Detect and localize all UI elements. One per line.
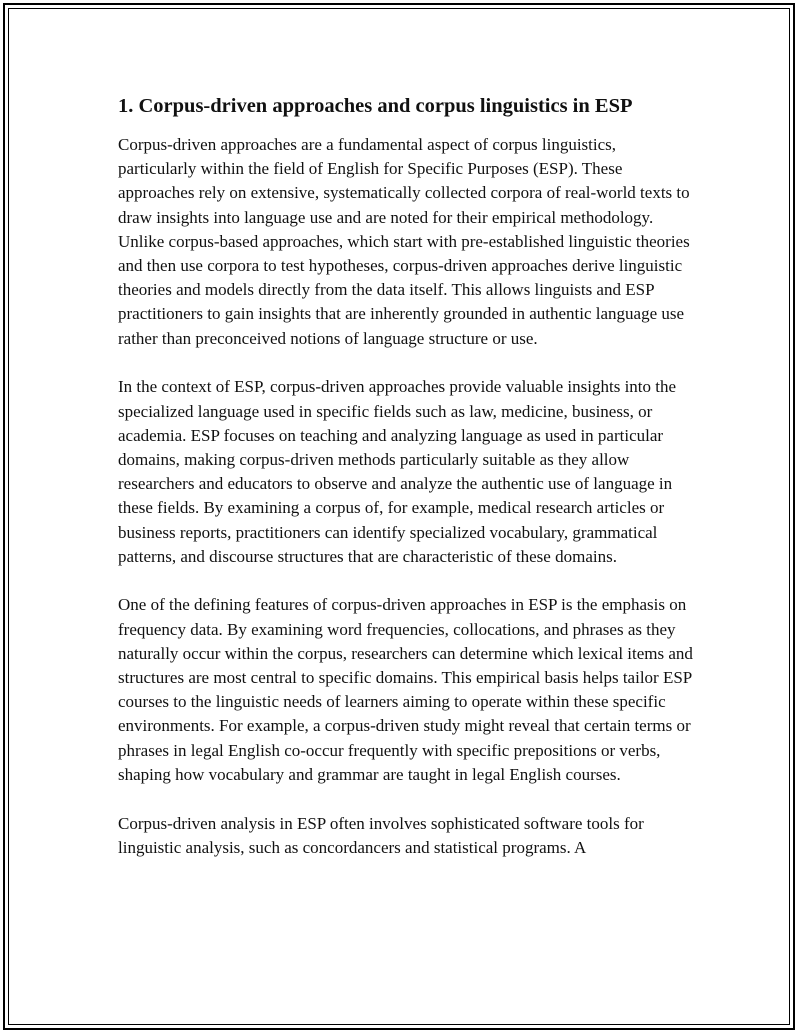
section-heading: 1. Corpus-driven approaches and corpus linguistics in ESP: [118, 95, 633, 117]
paragraph-4: Corpus-driven analysis in ESP often involves sophisticated software tools for linguistic analysis, such as concordancers and statistical programs. A: [118, 813, 644, 857]
paragraph-3: One of the defining features of corpus-driven approaches in ESP is the emphasis on frequency data. By examining word frequencies, collocations, and phrases as they naturally occur within the corpus, researchers can determine which lexical items and structures are most central to specific domains. This empirical basis helps tailor ESP courses to the linguistic needs of learners aiming to operate within these specific environments. For example, a corpus-driven study might reveal that certain terms or phrases in legal English co-occur frequently with specific prepositions or verbs, shaping how vocabulary and grammar are taught in legal English courses.: [118, 595, 693, 784]
document-body: [118, 92, 693, 884]
paragraph-2: In the context of ESP, corpus-driven approaches provide valuable insights into the specialized language used in specific fields such as law, medicine, business, or academia. ESP focuses on teaching and analyzing language as used in particular domains, making corpus-driven methods particularly suitable as they allow researchers and educators to observe and analyze the authentic use of language in these fields. By examining a corpus of, for example, medical research articles or business reports, practitioners can identify specialized vocabulary, grammatical patterns, and discourse structures that are characteristic of these domains.: [118, 377, 677, 566]
paragraph-1: Corpus-driven approaches are a fundamental aspect of corpus linguistics, particularly within the field of English for Specific Purposes (ESP). These approaches rely on extensive, systematically collected corpora of real-world texts to draw insights into language use and are noted for their empirical methodology. Unlike corpus-based approaches, which start with pre-established linguistic theories and then use corpora to test hypotheses, corpus-driven approaches derive linguistic theories and models directly from the data itself. This allows linguists and ESP practitioners to gain insights that are inherently grounded in authentic language use rather than preconceived notions of language structure or use.: [118, 135, 690, 348]
